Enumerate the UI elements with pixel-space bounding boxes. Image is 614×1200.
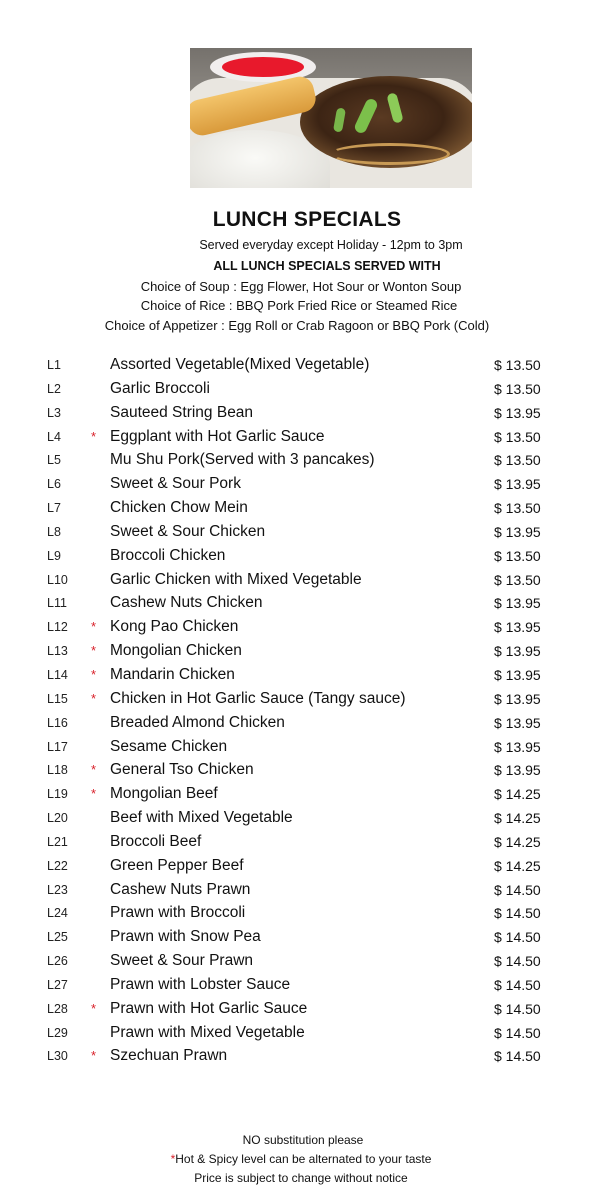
item-code: L15 bbox=[47, 691, 68, 706]
spicy-icon: * bbox=[91, 1048, 97, 1064]
item-code: L26 bbox=[47, 954, 68, 969]
item-name: Sweet & Sour Chicken bbox=[110, 522, 266, 540]
item-code: L8 bbox=[47, 524, 61, 539]
menu-item bbox=[0, 639, 614, 663]
item-name: Eggplant with Hot Garlic Sauce bbox=[110, 427, 325, 445]
menu-item bbox=[0, 735, 614, 759]
item-price: $ 13.95 bbox=[494, 738, 541, 755]
spicy-icon: * bbox=[91, 690, 97, 706]
spicy-icon: * bbox=[91, 786, 97, 802]
menu-item bbox=[0, 448, 614, 472]
item-price: $ 13.95 bbox=[494, 595, 541, 612]
spicy-icon: * bbox=[91, 428, 97, 444]
item-price: $ 14.50 bbox=[494, 881, 541, 898]
item-price: $ 13.95 bbox=[494, 714, 541, 731]
item-name: Green Pepper Beef bbox=[110, 856, 244, 874]
item-code: L13 bbox=[47, 644, 68, 659]
menu-item bbox=[0, 377, 614, 401]
item-name: Garlic Broccoli bbox=[110, 379, 210, 397]
item-code: L18 bbox=[47, 763, 68, 778]
item-name: Breaded Almond Chicken bbox=[110, 713, 285, 731]
spicy-icon: * bbox=[91, 762, 97, 778]
item-price: $ 13.50 bbox=[494, 380, 541, 397]
item-code: L16 bbox=[47, 715, 68, 730]
item-name: Mongolian Beef bbox=[110, 785, 218, 803]
menu-item bbox=[0, 1044, 614, 1068]
menu-item bbox=[0, 520, 614, 544]
menu-list bbox=[0, 353, 614, 1068]
item-name: Cashew Nuts Prawn bbox=[110, 880, 251, 898]
item-price: $ 14.50 bbox=[494, 929, 541, 946]
item-price: $ 13.95 bbox=[494, 619, 541, 636]
item-code: L4 bbox=[47, 429, 61, 444]
item-price: $ 13.95 bbox=[494, 643, 541, 660]
menu-item bbox=[0, 806, 614, 830]
page-title: LUNCH SPECIALS bbox=[212, 208, 402, 231]
choice-of-appetizer: Choice of Appetizer : Egg Roll or Crab Ragoon or BBQ Pork (Cold) bbox=[104, 318, 490, 333]
price-change-note: Price is subject to change without notice bbox=[194, 1171, 408, 1185]
spicy-icon: * bbox=[91, 643, 97, 659]
item-price: $ 14.25 bbox=[494, 833, 541, 850]
menu-item bbox=[0, 1021, 614, 1045]
item-code: L22 bbox=[47, 858, 68, 873]
item-price: $ 14.50 bbox=[494, 1048, 541, 1065]
spicy-star-icon: * bbox=[170, 1152, 176, 1166]
item-price: $ 13.95 bbox=[494, 666, 541, 683]
item-code: L25 bbox=[47, 930, 68, 945]
item-code: L10 bbox=[47, 572, 68, 587]
item-code: L23 bbox=[47, 882, 68, 897]
item-name: Prawn with Mixed Vegetable bbox=[110, 1023, 305, 1041]
menu-item bbox=[0, 782, 614, 806]
item-code: L14 bbox=[47, 667, 68, 682]
item-price: $ 13.95 bbox=[494, 476, 541, 493]
item-code: L2 bbox=[47, 381, 61, 396]
item-code: L28 bbox=[47, 1001, 68, 1016]
menu-item bbox=[0, 997, 614, 1021]
item-name: Broccoli Chicken bbox=[110, 546, 226, 564]
item-name: Szechuan Prawn bbox=[110, 1047, 228, 1065]
lunch-special-photo bbox=[190, 48, 472, 188]
item-name: Cashew Nuts Chicken bbox=[110, 594, 263, 612]
item-price: $ 14.50 bbox=[494, 905, 541, 922]
item-name: Sweet & Sour Pork bbox=[110, 475, 241, 493]
menu-item bbox=[0, 615, 614, 639]
menu-item bbox=[0, 711, 614, 735]
item-name: Prawn with Broccoli bbox=[110, 904, 246, 922]
spicy-icon: * bbox=[91, 1000, 97, 1016]
item-code: L6 bbox=[47, 477, 61, 492]
item-price: $ 13.50 bbox=[494, 357, 541, 373]
item-name: Broccoli Beef bbox=[110, 832, 202, 850]
serving-hours: Served everyday except Holiday - 12pm to 3pm bbox=[199, 238, 463, 252]
menu-item bbox=[0, 496, 614, 520]
item-code: L5 bbox=[47, 453, 61, 468]
menu-item bbox=[0, 425, 614, 449]
item-price: $ 14.50 bbox=[494, 1024, 541, 1041]
item-code: L11 bbox=[47, 596, 67, 611]
item-price: $ 14.25 bbox=[494, 786, 541, 803]
item-price: $ 13.50 bbox=[494, 571, 541, 588]
item-code: L20 bbox=[47, 811, 68, 826]
menu-item bbox=[0, 878, 614, 902]
menu-item bbox=[0, 353, 614, 377]
served-with-heading: ALL LUNCH SPECIALS SERVED WITH bbox=[213, 259, 441, 273]
menu-item bbox=[0, 758, 614, 782]
item-code: L7 bbox=[47, 501, 61, 516]
menu-item bbox=[0, 544, 614, 568]
no-substitution-note: NO substitution please bbox=[242, 1133, 364, 1147]
item-name: Chicken Chow Mein bbox=[110, 499, 248, 517]
item-name: Prawn with Hot Garlic Sauce bbox=[110, 999, 308, 1017]
choice-of-soup: Choice of Soup : Egg Flower, Hot Sour or Wonton Soup bbox=[140, 279, 462, 294]
item-price: $ 13.95 bbox=[494, 523, 541, 540]
spicy-note-text: Hot & Spicy level can be alternated to your taste bbox=[175, 1152, 432, 1166]
item-name: Sweet & Sour Prawn bbox=[110, 952, 254, 970]
menu-item bbox=[0, 949, 614, 973]
item-name: Assorted Vegetable(Mixed Vegetable) bbox=[110, 356, 370, 373]
choice-of-rice: Choice of Rice : BBQ Pork Fried Rice or Steamed Rice bbox=[140, 298, 458, 313]
menu-item bbox=[0, 925, 614, 949]
item-name: Mu Shu Pork(Served with 3 pancakes) bbox=[110, 451, 375, 469]
item-price: $ 14.50 bbox=[494, 1000, 541, 1017]
menu-item bbox=[0, 830, 614, 854]
item-code: L3 bbox=[47, 405, 61, 420]
item-name: Prawn with Snow Pea bbox=[110, 928, 261, 946]
spicy-icon: * bbox=[91, 619, 97, 635]
item-price: $ 14.50 bbox=[494, 953, 541, 970]
item-code: L1 bbox=[47, 358, 61, 372]
item-code: L17 bbox=[47, 739, 68, 754]
menu-item bbox=[0, 901, 614, 925]
item-name: Mandarin Chicken bbox=[110, 665, 235, 683]
menu-item bbox=[0, 854, 614, 878]
item-name: Garlic Chicken with Mixed Vegetable bbox=[110, 570, 362, 588]
menu-item bbox=[0, 401, 614, 425]
item-name: General Tso Chicken bbox=[110, 761, 254, 779]
menu-item bbox=[0, 973, 614, 997]
item-price: $ 13.50 bbox=[494, 547, 541, 564]
item-price: $ 14.50 bbox=[494, 976, 541, 993]
item-price: $ 13.50 bbox=[494, 428, 541, 445]
item-code: L24 bbox=[47, 906, 68, 921]
menu-item bbox=[0, 568, 614, 592]
item-code: L27 bbox=[47, 977, 68, 992]
item-price: $ 14.25 bbox=[494, 810, 541, 827]
photo-sweet-sour-sauce bbox=[222, 57, 304, 77]
item-name: Prawn with Lobster Sauce bbox=[110, 975, 291, 993]
item-price: $ 13.95 bbox=[494, 690, 541, 707]
item-price: $ 13.50 bbox=[494, 500, 541, 517]
item-name: Mongolian Chicken bbox=[110, 642, 242, 660]
item-price: $ 14.25 bbox=[494, 857, 541, 874]
item-code: L21 bbox=[47, 834, 68, 849]
item-name: Sauteed String Bean bbox=[110, 403, 254, 421]
menu-item bbox=[0, 591, 614, 615]
item-name: Sesame Chicken bbox=[110, 737, 228, 755]
item-price: $ 13.95 bbox=[494, 762, 541, 779]
item-code: L12 bbox=[47, 620, 68, 635]
item-code: L29 bbox=[47, 1025, 68, 1040]
menu-item bbox=[0, 663, 614, 687]
item-name: Chicken in Hot Garlic Sauce (Tangy sauce) bbox=[110, 689, 406, 707]
menu-item bbox=[0, 687, 614, 711]
item-code: L30 bbox=[47, 1049, 68, 1064]
item-price: $ 13.50 bbox=[494, 452, 541, 469]
item-code: L9 bbox=[47, 548, 61, 563]
item-code: L19 bbox=[47, 787, 68, 802]
item-price: $ 13.95 bbox=[494, 404, 541, 421]
menu-item bbox=[0, 472, 614, 496]
item-name: Beef with Mixed Vegetable bbox=[110, 809, 293, 827]
spicy-icon: * bbox=[91, 666, 97, 682]
photo-onion bbox=[330, 143, 450, 165]
item-name: Kong Pao Chicken bbox=[110, 618, 239, 636]
spicy-note bbox=[0, 1152, 608, 1166]
